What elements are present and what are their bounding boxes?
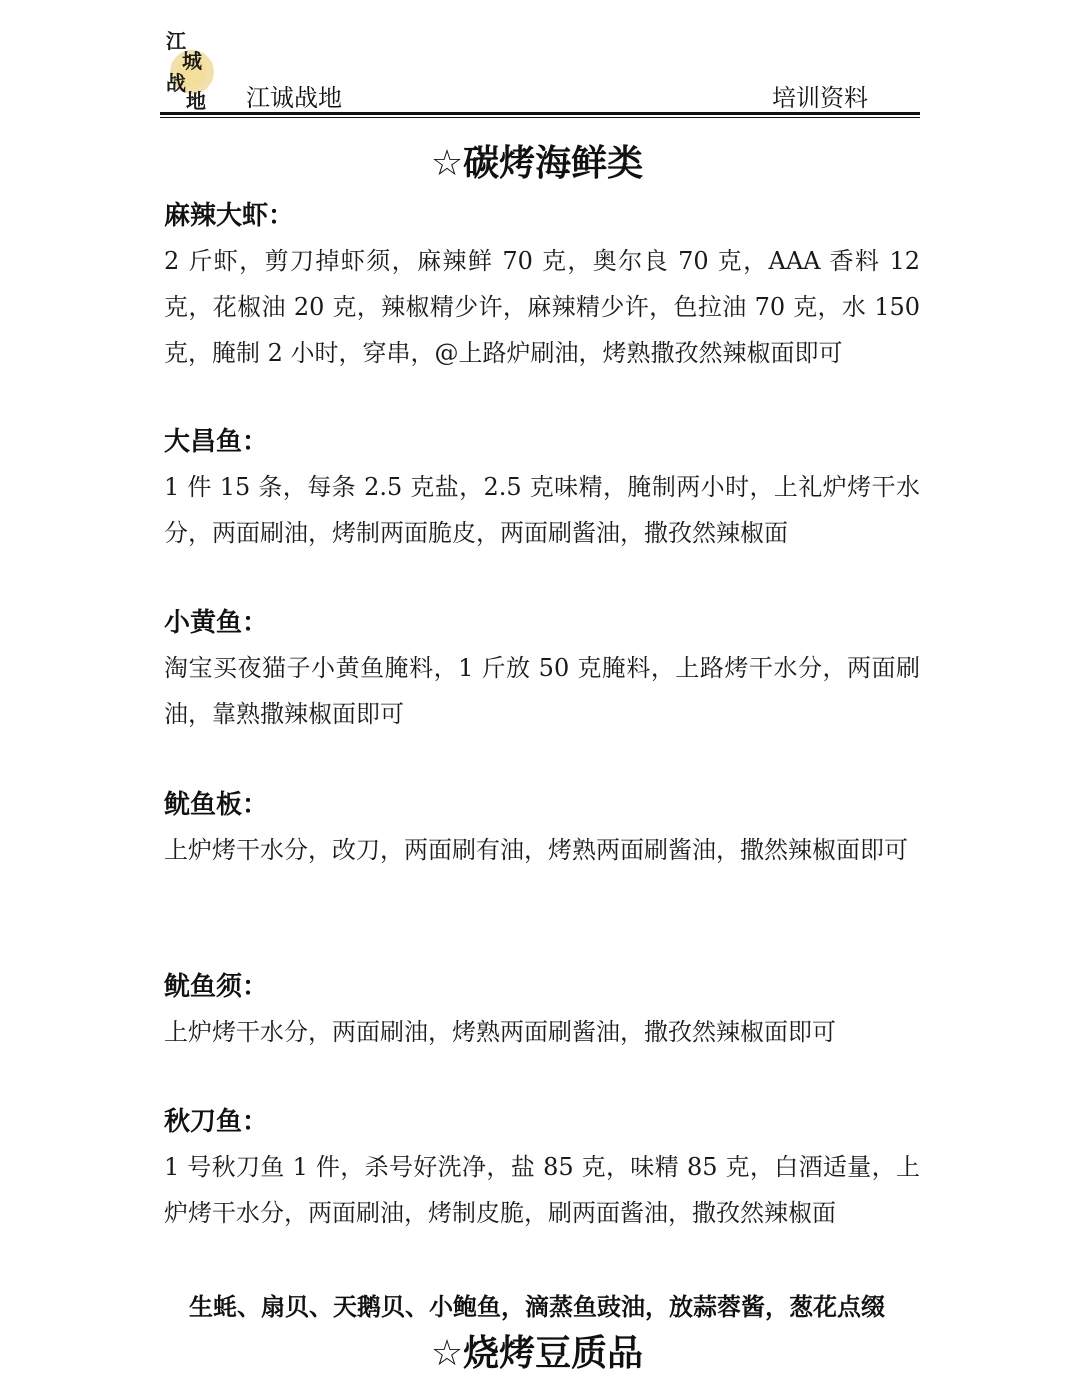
recipe-title: 秋刀鱼：: [164, 1107, 269, 1137]
recipe-body: 2 斤虾，剪刀掉虾须，麻辣鲜 70 克，奥尔良 70 克，AAA 香料 12 克，花椒油 20 克，辣椒精少许，麻辣精少许，色拉油 70 克，水 150 克，腌制 2 小时，穿串，@上路炉刷油，烤熟撒孜然辣椒面即可: [164, 247, 920, 367]
logo-char-3: 战: [166, 71, 186, 95]
recipe-item-spicy-shrimp: [164, 194, 920, 376]
recipe-body: 1 件 15 条，每条 2.5 克盐，2.5 克味精，腌制两小时，上礼炉烤干水分，两面刷油，烤制两面脆皮，两面刷酱油，撒孜然辣椒面: [164, 473, 920, 547]
recipe-item-saury: [164, 1100, 920, 1236]
brand-logo: [160, 28, 220, 112]
logo-char-1: 江: [166, 29, 186, 53]
recipe-body: 上炉烤干水分，两面刷油，烤熟两面刷酱油，撒孜然辣椒面即可: [164, 1018, 836, 1046]
recipe-body: 上炉烤干水分，改刀，两面刷有油，烤熟两面刷酱油，撒然辣椒面即可: [164, 836, 908, 864]
recipe-title: 鱿鱼须：: [164, 972, 269, 1002]
recipe-title: 鱿鱼板：: [164, 790, 269, 820]
recipe-item-squid-board: [164, 783, 920, 873]
shellfish-note: 生蚝、扇贝、天鹅贝、小鲍鱼，滴蒸鱼豉油，放蒜蓉酱，葱花点缀: [189, 1293, 885, 1321]
header-rule-thin: [160, 117, 920, 118]
document-type-label: 培训资料: [772, 84, 868, 112]
header-rule-thick: [160, 112, 920, 115]
recipe-item-yellow-croaker: [164, 601, 920, 737]
logo-char-2: 城: [182, 49, 202, 73]
document-header: [160, 28, 920, 118]
recipe-item-squid-tentacles: [164, 965, 920, 1055]
recipe-title: 麻辣大虾：: [164, 201, 295, 231]
recipe-title: 大昌鱼：: [164, 427, 269, 457]
brand-name: 江诚战地: [246, 84, 342, 112]
recipe-title: 小黄鱼：: [164, 608, 269, 638]
logo-char-4: 地: [186, 89, 206, 112]
recipe-body: 1 号秋刀鱼 1 件，杀号好洗净，盐 85 克，味精 85 克，白酒适量，上炉烤干水分，两面刷油，烤制皮脆，刷两面酱油，撒孜然辣椒面: [164, 1153, 920, 1227]
section-title-seafood: ☆碳烤海鲜类: [430, 143, 644, 184]
section-title-tofu: ☆烧烤豆质品: [430, 1333, 644, 1374]
recipe-body: 淘宝买夜猫子小黄鱼腌料，1 斤放 50 克腌料，上路烤干水分，两面刷油，靠熟撒辣椒面即可: [164, 654, 920, 728]
recipe-item-changchang-fish: [164, 420, 920, 556]
